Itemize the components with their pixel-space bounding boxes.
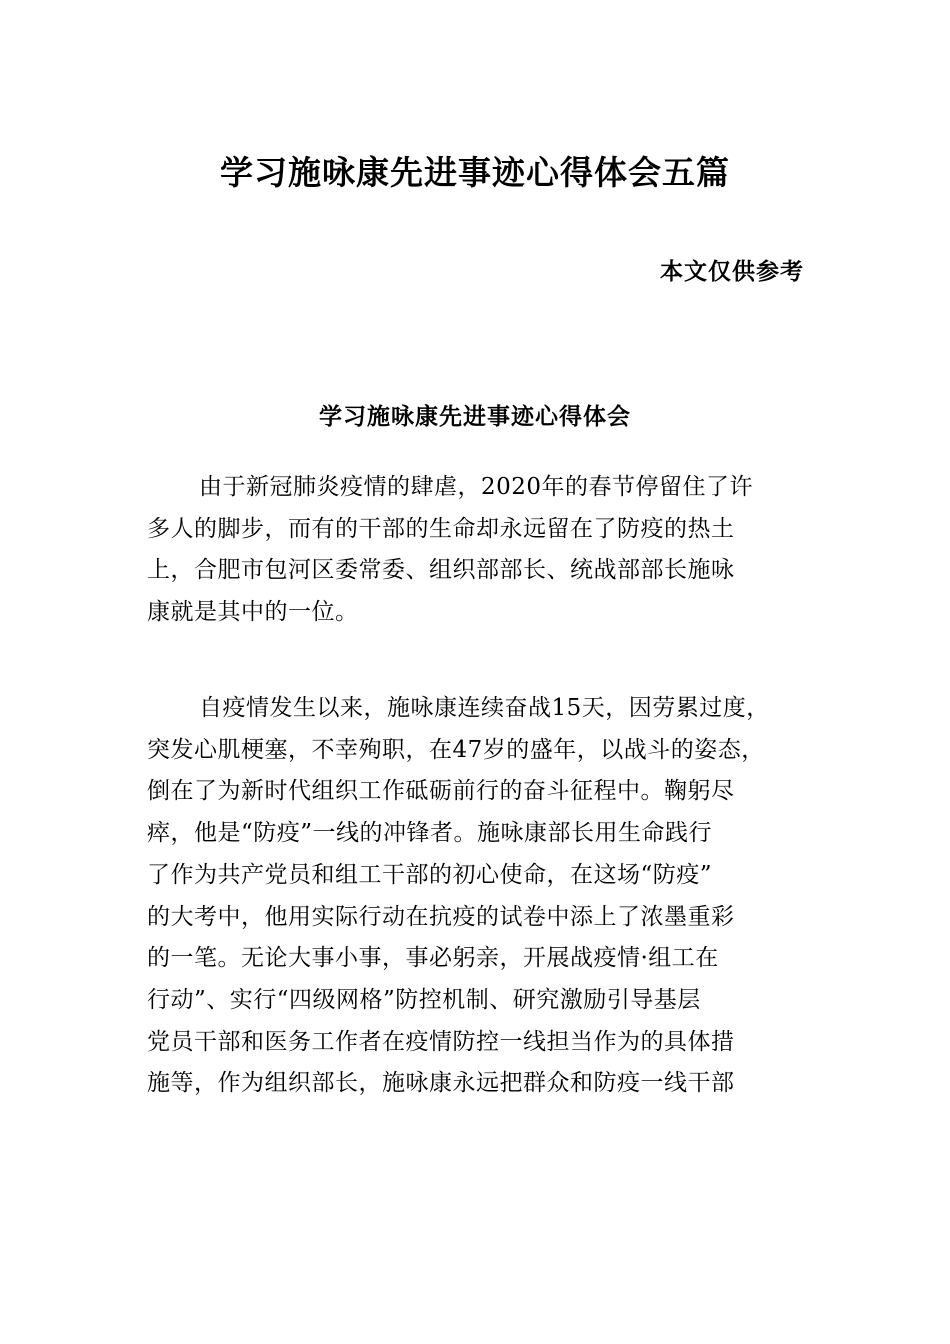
paragraph-line: 的大考中，他用实际行动在抗疫的试卷中添上了浓墨重彩 bbox=[147, 903, 735, 930]
paragraph-line: 的一笔。无论大事小事，事必躬亲，开展战疫情·组工在 bbox=[147, 945, 719, 972]
paragraph-line: 施等，作为组织部长，施咏康永远把群众和防疫一线干部 bbox=[147, 1070, 735, 1097]
section-title: 学习施咏康先进事迹心得体会 bbox=[319, 403, 631, 430]
paragraph-line: 上，合肥市包河区委常委、组织部部长、统战部部长施咏 bbox=[147, 557, 735, 584]
body-paragraph bbox=[147, 688, 807, 1105]
paragraph-line: 康就是其中的一位。 bbox=[147, 599, 359, 626]
paragraph-line: 由于新冠肺炎疫情的肆虐，2020年的春节停留住了许 bbox=[199, 474, 754, 500]
paragraph-line: 了作为共产党员和组工干部的初心使命，在这场“防疫” bbox=[147, 861, 713, 888]
reference-note: 本文仅供参考 bbox=[660, 258, 804, 285]
body-paragraph bbox=[147, 467, 807, 634]
paragraph-line: 突发心肌梗塞，不幸殉职，在47岁的盛年，以战斗的姿态， bbox=[147, 736, 765, 763]
document-title: 学习施咏康先进事迹心得体会五篇 bbox=[220, 153, 730, 192]
paragraph-line: 行动”、实行“四级网格”防控机制、研究激励引导基层 bbox=[147, 986, 701, 1013]
paragraph-line: 自疫情发生以来，施咏康连续奋战15天，因劳累过度， bbox=[199, 695, 770, 721]
paragraph-line: 多人的脚步，而有的干部的生命却永远留在了防疫的热土 bbox=[147, 515, 735, 542]
paragraph-line: 瘁，他是“防疫”一线的冲锋者。施咏康部长用生命践行 bbox=[147, 820, 713, 847]
paragraph-line: 倒在了为新时代组织工作砥砺前行的奋斗征程中。鞠躬尽 bbox=[147, 778, 735, 805]
paragraph-line: 党员干部和医务工作者在疫情防控一线担当作为的具体措 bbox=[147, 1028, 735, 1055]
